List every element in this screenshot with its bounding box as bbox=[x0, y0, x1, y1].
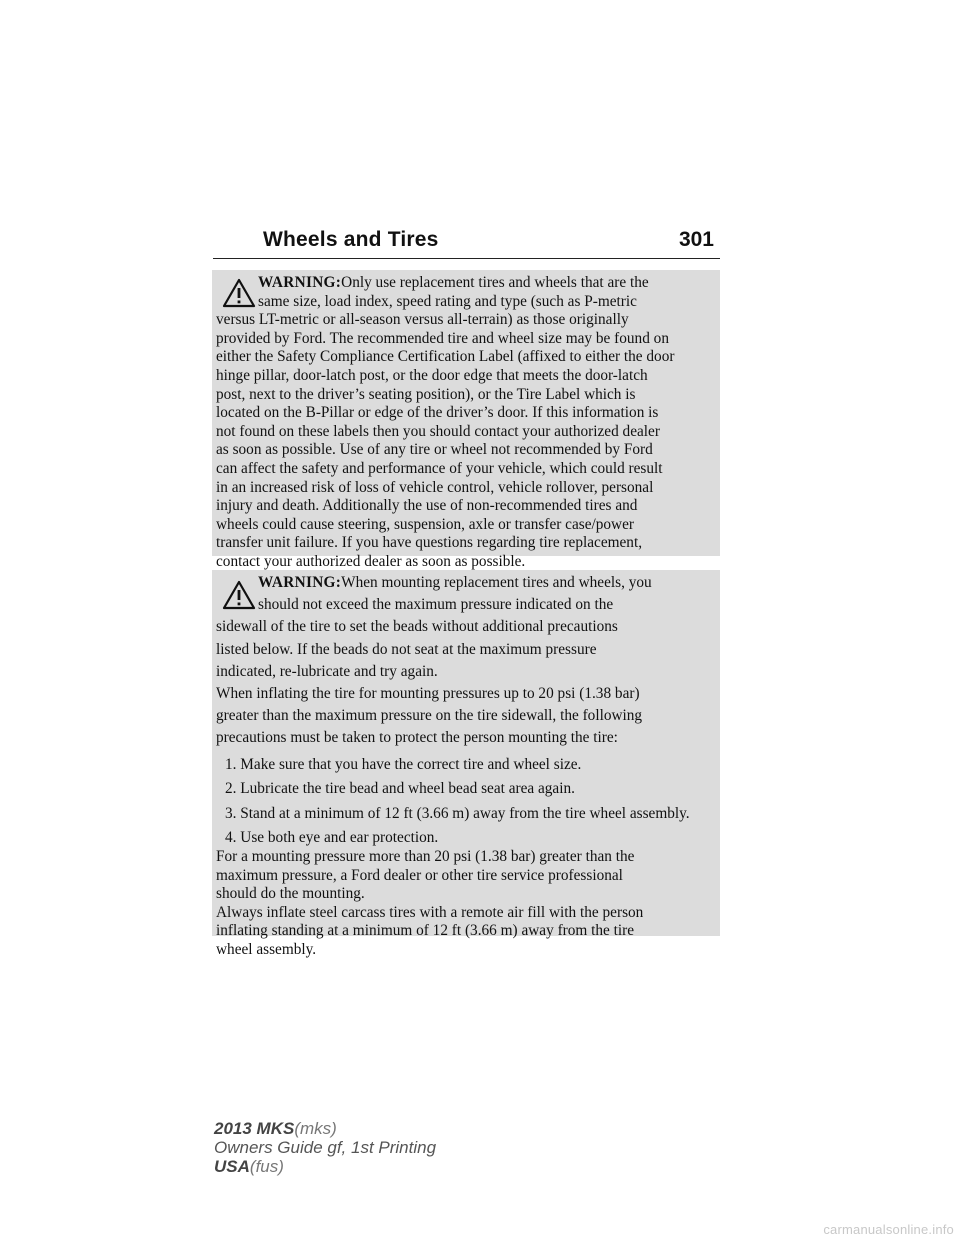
warning-label: WARNING: bbox=[258, 274, 342, 291]
body-line: located on the B-Pillar or edge of the driver’s door. If this information is bbox=[216, 404, 659, 422]
body-line: versus LT-metric or all-season versus all-terrain) as those originally bbox=[216, 311, 629, 329]
body-line: can affect the safety and performance of your vehicle, which could result bbox=[216, 459, 663, 477]
warning-lead-line-2: same size, load index, speed rating and type (such as P-metric bbox=[258, 292, 637, 310]
body-line: post, next to the driver’s seating position), or the Tire Label which is bbox=[216, 385, 636, 403]
body-line: greater than the maximum pressure on the tire sidewall, the following bbox=[216, 707, 643, 725]
body-line: listed below. If the beads do not seat at the maximum pressure bbox=[216, 640, 597, 658]
body-line: should do the mounting. bbox=[216, 885, 365, 903]
footer-line-guide: Owners Guide gf, 1st Printing bbox=[214, 1138, 437, 1157]
body-line: When inflating the tire for mounting pressures up to 20 psi (1.38 bar) bbox=[216, 685, 640, 703]
warning-box-mounting-pressure bbox=[212, 570, 720, 958]
precaution-step: 4. Use both eye and ear protection. bbox=[225, 829, 439, 847]
footer-line-model: 2013 MKS(mks) bbox=[214, 1119, 337, 1138]
precaution-step: 1. Make sure that you have the correct tire and wheel size. bbox=[225, 755, 582, 773]
body-line: precautions must be taken to protect the person mounting the tire: bbox=[216, 729, 618, 747]
body-line: Always inflate steel carcass tires with a remote air fill with the person bbox=[216, 903, 644, 921]
warning-box-replacement-tires bbox=[212, 270, 720, 570]
warning-label: WARNING: bbox=[258, 574, 342, 591]
warning-lead-line-1: WARNING:When mounting replacement tires and wheels, you bbox=[258, 574, 652, 591]
site-watermark: carmanualsonline.info bbox=[823, 1222, 954, 1237]
body-line: contact your authorized dealer as soon as possible. bbox=[216, 552, 526, 570]
body-line: sidewall of the tire to set the beads without additional precautions bbox=[216, 618, 618, 636]
footer-line-market: USA(fus) bbox=[214, 1157, 284, 1176]
precaution-step: 3. Stand at a minimum of 12 ft (3.66 m) away from the tire wheel assembly. bbox=[225, 804, 690, 822]
body-line: inflating standing at a minimum of 12 ft (3.66 m) away from the tire bbox=[216, 922, 635, 940]
body-line: provided by Ford. The recommended tire and wheel size may be found on bbox=[216, 329, 669, 347]
body-line: wheel assembly. bbox=[216, 940, 317, 958]
warning-lead-line-2: should not exceed the maximum pressure indicated on the bbox=[258, 596, 614, 614]
body-line: in an increased risk of loss of vehicle control, vehicle rollover, personal bbox=[216, 478, 654, 496]
page-header bbox=[213, 228, 720, 259]
print-footer bbox=[214, 1119, 436, 1176]
warning-triangle-icon bbox=[222, 278, 256, 308]
precaution-step: 2. Lubricate the tire bead and wheel bead seat area again. bbox=[225, 780, 575, 798]
body-line: maximum pressure, a Ford dealer or other tire service professional bbox=[216, 866, 623, 884]
warning-triangle-icon bbox=[222, 580, 256, 610]
body-line: not found on these labels then you should contact your authorized dealer bbox=[216, 422, 660, 440]
body-line: either the Safety Compliance Certification Label (affixed to either the door bbox=[216, 348, 675, 366]
body-line: hinge pillar, door-latch post, or the door edge that meets the door-latch bbox=[216, 366, 648, 384]
body-line: transfer unit failure. If you have questions regarding tire replacement, bbox=[216, 534, 643, 552]
body-line: For a mounting pressure more than 20 psi (1.38 bar) greater than the bbox=[216, 848, 635, 865]
page-number: 301 bbox=[678, 228, 714, 251]
warning-lead-line-1: WARNING:Only use replacement tires and wheels that are the bbox=[258, 274, 649, 291]
body-line: injury and death. Additionally the use of non-recommended tires and bbox=[216, 497, 638, 515]
body-line: indicated, re-lubricate and try again. bbox=[216, 662, 438, 680]
section-title: Wheels and Tires bbox=[263, 228, 439, 251]
body-line: as soon as possible. Use of any tire or wheel not recommended by Ford bbox=[216, 441, 653, 459]
body-line: wheels could cause steering, suspension, axle or transfer case/power bbox=[216, 515, 634, 533]
